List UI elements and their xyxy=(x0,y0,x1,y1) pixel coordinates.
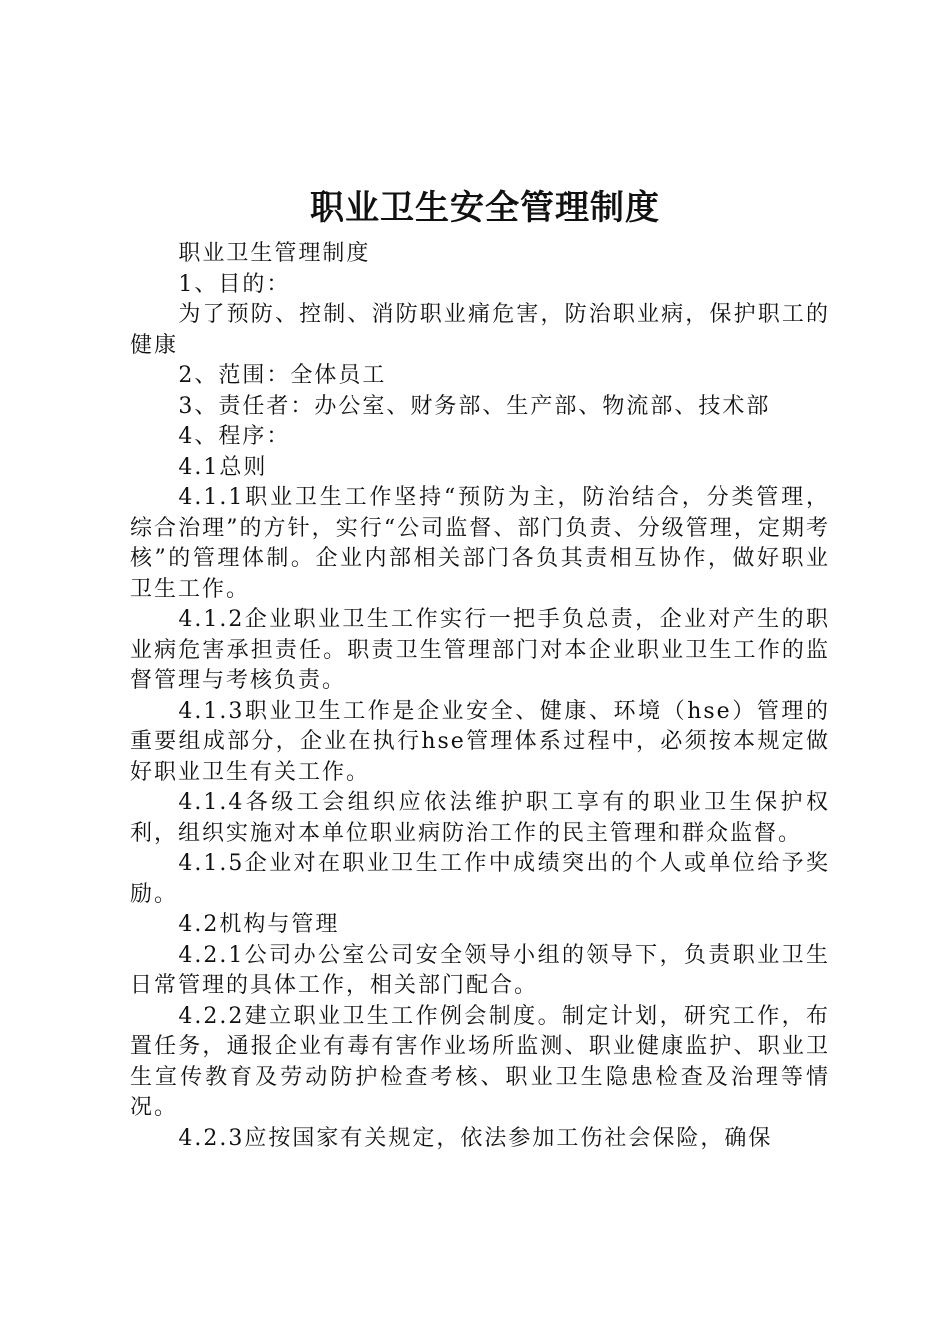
paragraph-responsible: 3、责任者：办公室、财务部、生产部、物流部、技术部 xyxy=(178,393,771,419)
paragraph-4-1-3: 4.1.3职业卫生工作是企业安全、健康、环境（hse）管理的重要组成部分，企业在执行hse管理体系过程中，必须按本规定做好职业卫生有关工作。 xyxy=(130,698,830,785)
paragraph-subtitle: 职业卫生管理制度 xyxy=(178,241,371,266)
paragraph-4-1-2: 4.1.2企业职业卫生工作实行一把手负总责，企业对产生的职业病危害承担责任。职责卫生管理部门对本企业职业卫生工作的监督管理与考核负责。 xyxy=(130,607,830,693)
paragraph-4-2: 4.2机构与管理 xyxy=(178,912,340,937)
paragraph-4-2-2: 4.2.2建立职业卫生工作例会制度。制定计划，研究工作，布置任务，通报企业有毒有害作业场所监测、职业健康监护、职业卫生宣传教育及劳动防护检查考核、职业卫生隐患检查及治理等情况。 xyxy=(130,1003,830,1120)
paragraph-4-1-5: 4.1.5企业对在职业卫生工作中成绩突出的个人或单位给予奖励。 xyxy=(130,851,830,907)
paragraph-4-2-1: 4.2.1公司办公室公司安全领导小组的领导下，负责职业卫生日常管理的具体工作，相关部门配合。 xyxy=(130,942,830,998)
paragraph-4-2-3: 4.2.3应按国家有关规定，依法参加工伤社会保险，确保 xyxy=(178,1125,773,1151)
paragraph-4-1-1: 4.1.1职业卫生工作坚持“预防为主，防治结合，分类管理，综合治理”的方针，实行“公司监督、部门负责、分级管理，定期考核”的管理体制。企业内部相关部门各负其责相互协作，做好职业卫生工作。 xyxy=(130,485,830,602)
document-title: 职业卫生安全管理制度 xyxy=(310,188,660,228)
paragraph-4-1-4: 4.1.4各级工会组织应依法维护职工享有的职业卫生保护权利，组织实施对本单位职业病防治工作的民主管理和群众监督。 xyxy=(130,790,830,846)
paragraph-purpose-heading: 1、目的： xyxy=(178,271,291,297)
paragraph-purpose: 为了预防、控制、消防职业痛危害，防治职业病，保护职工的健康 xyxy=(130,302,830,358)
paragraph-procedure-heading: 4、程序： xyxy=(178,424,291,449)
paragraph-scope: 2、范围：全体员工 xyxy=(178,363,387,388)
paragraph-4-1: 4.1总则 xyxy=(178,454,268,480)
